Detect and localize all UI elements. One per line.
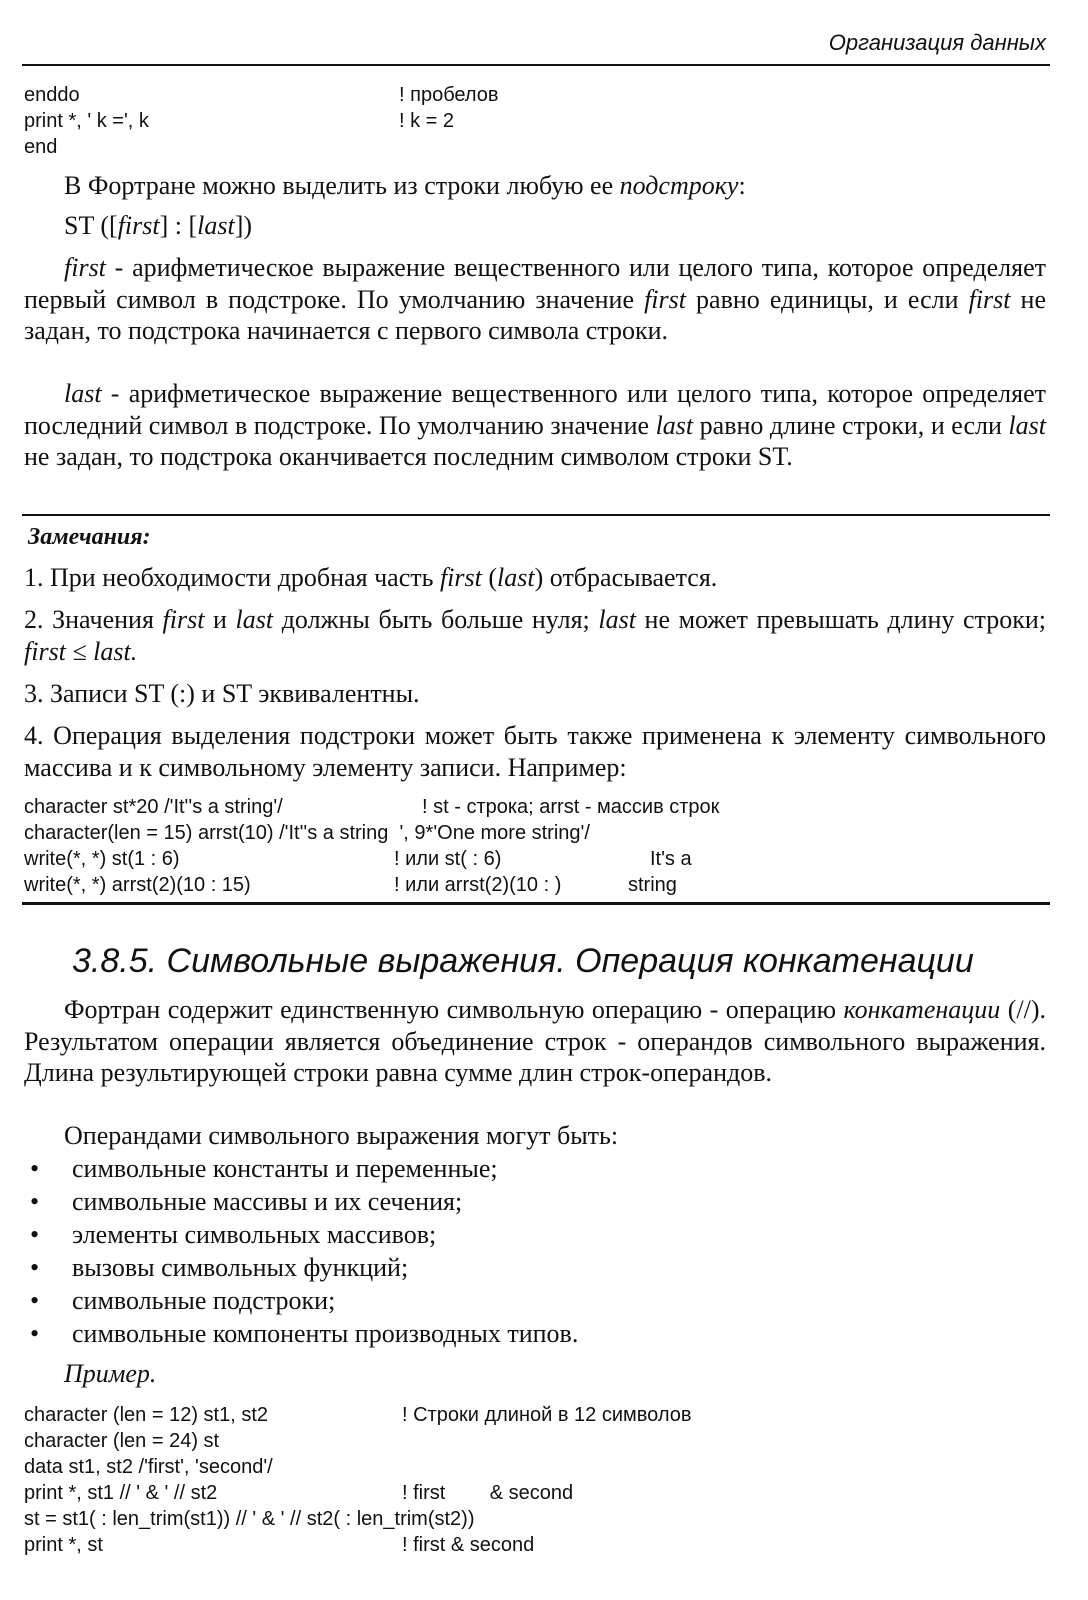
note-text: и: [204, 605, 236, 634]
paragraph-text: Фортран содержит единственную символьную операцию - операцию: [64, 995, 844, 1024]
code-line: [24, 82, 499, 108]
list-item: [24, 1284, 578, 1317]
definition-text: - арифметическое выражение вещественного или целого типа, которое определяет первый символ в подстроке. По умолчанию значение: [24, 253, 1046, 314]
code-text: character (len = 12) st1, st2: [24, 1404, 269, 1426]
code-text: data st1, st2 /'first', 'second'/: [24, 1456, 273, 1478]
code-text: enddo: [24, 84, 80, 106]
note-2: [24, 604, 1046, 667]
syntax-first: first: [117, 211, 160, 240]
code-line: [24, 794, 720, 820]
first-definition: [24, 252, 1046, 347]
code-text: character(len = 15) arrst(10) /'It''s a string ', 9*'One more string'/: [24, 822, 590, 844]
code-text: character st*20 /'It''s a string'/: [24, 796, 283, 818]
definition-text: - арифметическое выражение вещественного или целого типа, которое определяет последний символ в подстроке. По умолчанию значение: [24, 379, 1046, 440]
syntax-part: ]): [234, 211, 253, 240]
code-output: string: [628, 874, 677, 896]
list-item: [24, 1218, 578, 1251]
term: first: [644, 284, 686, 314]
list-item: [24, 1185, 578, 1218]
definition-text: не задан, то подстрока оканчивается последним символом строки ST.: [24, 442, 793, 471]
syntax-last: last: [197, 211, 235, 240]
code-line: [24, 820, 590, 846]
emphasis: конкатенации: [843, 995, 1001, 1024]
code-text: print *, ' k =', k: [24, 110, 149, 132]
term: last: [655, 410, 694, 440]
code-text: character (len = 24) st: [24, 1430, 220, 1452]
section-heading: 3.8.5. Символьные выражения. Операция конкатенации: [72, 942, 974, 980]
code-block-1: [24, 82, 499, 160]
concat-paragraph: [24, 994, 1046, 1089]
code-comment: ! k = 2: [399, 110, 455, 132]
note-4: 4. Операция выделения подстроки может быть также применена к элементу символьного массива и к символьному элементу записи. Например:: [24, 721, 1046, 782]
list-item-text: символьные подстроки;: [72, 1286, 336, 1315]
operands-intro: Операндами символьного выражения могут быть:: [64, 1121, 619, 1150]
intro-text: :: [738, 171, 746, 200]
code-text: write(*, *) arrst(2)(10 : 15): [24, 874, 251, 896]
code-line: [24, 1454, 475, 1480]
list-item-text: элементы символьных массивов;: [72, 1220, 437, 1249]
code-line: [24, 108, 455, 134]
substring-syntax: [24, 210, 1046, 242]
code-text: st = st1( : len_trim(st1)) // ' & ' // st2( : len_trim(st2)): [24, 1508, 475, 1530]
definition-text: не задан, то подстрока начинается с первого символа строки.: [24, 284, 1046, 345]
bullet-icon: •: [30, 1220, 40, 1249]
code-comment: ! Строки длиной в 12 символов: [402, 1404, 692, 1426]
code-line: [24, 1532, 535, 1558]
definition-text: равно единицы, и если: [686, 284, 969, 314]
list-item-text: вызовы символьных функций;: [72, 1253, 409, 1282]
term: last: [235, 605, 274, 634]
code-line: [24, 1506, 475, 1532]
code-text: write(*, *) st(1 : 6): [24, 848, 180, 870]
note-text: должны быть больше нуля;: [273, 605, 599, 634]
header-rule: [22, 64, 1050, 66]
code-comment: ! first & second: [402, 1534, 535, 1556]
bullet-icon: •: [30, 1319, 40, 1348]
example-label: Пример.: [64, 1359, 157, 1388]
code-block-3: [24, 1402, 692, 1558]
intro-text: В Фортране можно выделить из строки любую ее: [64, 171, 614, 200]
bullet-icon: •: [30, 1286, 40, 1315]
list-item-text: символьные константы и переменные;: [72, 1154, 498, 1183]
list-item: [24, 1317, 578, 1350]
term: last: [64, 379, 102, 408]
term: last: [1008, 410, 1046, 440]
list-item-text: символьные компоненты производных типов.: [72, 1319, 579, 1348]
note-text: (: [481, 563, 498, 592]
list-item: [24, 1251, 578, 1284]
condition: first ≤ last.: [24, 636, 138, 666]
code-comment: ! st - строка; arrst - массив строк: [422, 796, 720, 818]
bullet-icon: •: [30, 1253, 40, 1282]
note-text: 2. Значения: [24, 605, 163, 634]
paragraph-text: (//). Результатом операции является объединение строк - операндов символьного выражения. Длина результирующей строки равна сумме длин строк-операндов.: [24, 995, 1047, 1087]
note-text: не может превышать длину строки;: [635, 605, 1046, 634]
bullet-icon: •: [30, 1154, 40, 1183]
notes-title: Замечания:: [28, 524, 151, 550]
term: first: [439, 563, 482, 592]
definition-text: равно длине строки, и если: [693, 410, 1009, 440]
operands-list: [24, 1152, 578, 1350]
emphasis: подстроку: [619, 171, 739, 200]
code-text: end: [24, 136, 58, 158]
note-text: ) отбрасывается.: [534, 563, 718, 592]
term: first: [162, 605, 205, 634]
code-line: [24, 1402, 692, 1428]
list-item-text: символьные массивы и их сечения;: [72, 1187, 463, 1216]
intro-paragraph: [24, 170, 1046, 202]
note-text: 1. При необходимости дробная часть: [24, 563, 440, 592]
code-comment: ! или arrst(2)(10 : ): [394, 874, 562, 896]
notes-top-rule: [22, 514, 1050, 516]
code-output: It's a: [650, 848, 692, 870]
note-3: 3. Записи ST (:) и ST эквивалентны.: [24, 679, 420, 708]
bullet-icon: •: [30, 1187, 40, 1216]
term: last: [598, 605, 636, 634]
last-definition: [24, 378, 1046, 473]
notes-bottom-rule: [22, 902, 1050, 905]
note-1: [24, 562, 1046, 594]
code-text: print *, st1 // ' & ' // st2: [24, 1482, 218, 1504]
term: first: [64, 253, 106, 282]
code-text: print *, st: [24, 1534, 103, 1556]
code-block-2: [24, 794, 720, 898]
running-header: Организация данных: [828, 30, 1046, 55]
list-item: [24, 1152, 578, 1185]
code-line: [24, 1480, 574, 1506]
code-comment: ! пробелов: [399, 84, 499, 106]
syntax-part: ] : [: [159, 211, 198, 240]
code-comment: ! first & second: [402, 1482, 574, 1504]
code-line: [24, 1428, 475, 1454]
code-comment: ! или st( : 6): [394, 848, 502, 870]
code-line: [24, 872, 677, 898]
term: first: [968, 284, 1011, 314]
code-line: [24, 134, 149, 160]
term: last: [497, 563, 535, 592]
code-line: [24, 846, 692, 872]
syntax-part: ST ([: [64, 211, 118, 240]
